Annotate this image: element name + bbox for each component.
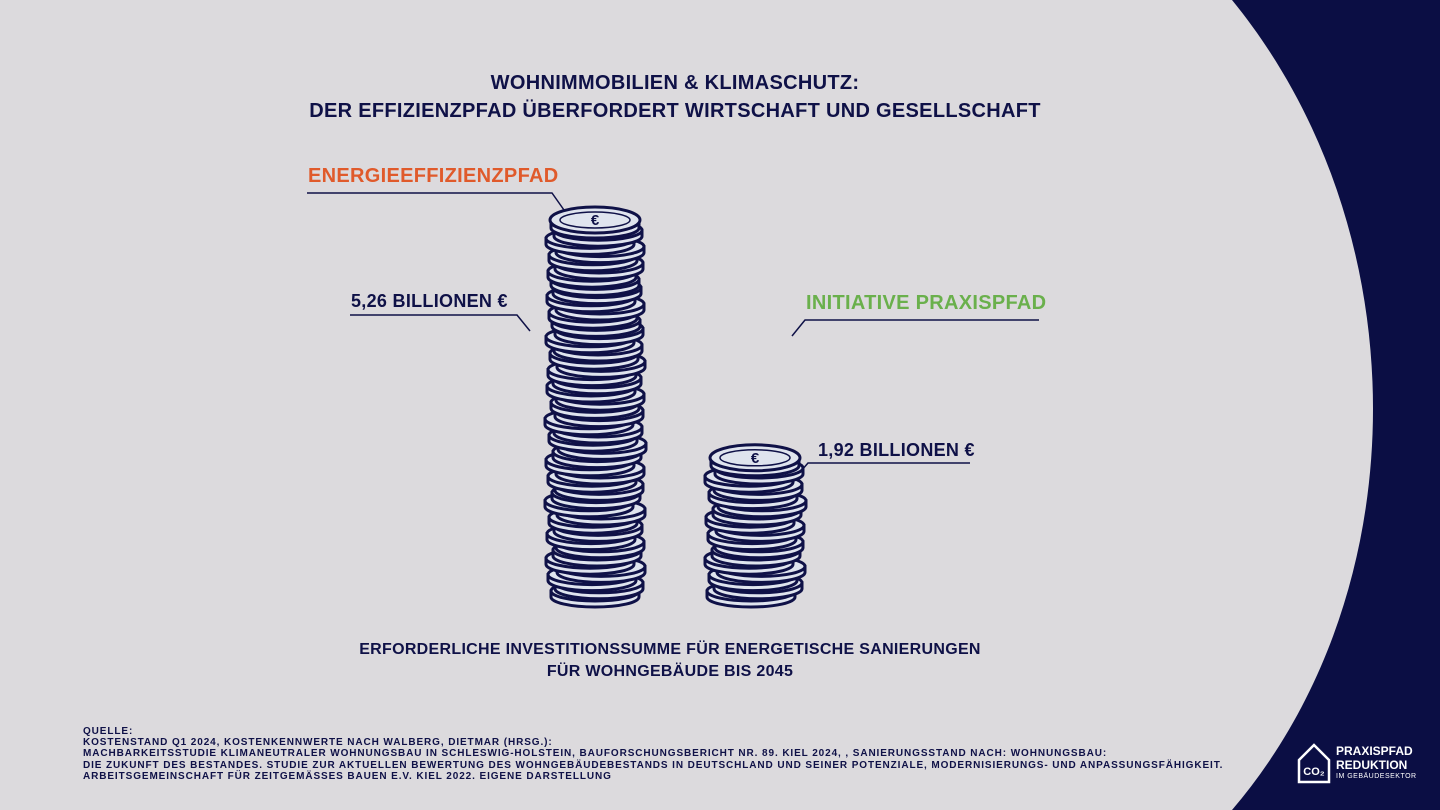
page-subtitle: DER EFFIZIENZPFAD ÜBERFORDERT WIRTSCHAFT UND GESELLSCHAFT xyxy=(309,100,1041,122)
source-note xyxy=(83,726,1223,782)
chart-caption-line-2: FÜR WOHNGEBÄUDE BIS 2045 xyxy=(546,663,794,680)
coin-top xyxy=(710,445,800,471)
euro-icon: € xyxy=(590,212,600,229)
praxispfad-logo xyxy=(1296,738,1426,788)
category-label-praxispfad: INITIATIVE PRAXISPFAD xyxy=(806,292,1047,314)
coin-stack-energieeffizienzpfad xyxy=(545,207,646,607)
coin-top xyxy=(550,207,640,233)
house-icon xyxy=(1296,740,1332,784)
source-line: DIE ZUKUNFT DES BESTANDES. STUDIE ZUR AKTUELLEN BEWERTUNG DES WOHNGEBÄUDEBESTANDS IN DEUTSCHLAND UND SEINER POTENZIALE, MODERNISIERUNGS- UND ANPASSUNGSFÄHIGKEIT. xyxy=(83,759,1224,771)
source-heading: QUELLE: xyxy=(83,726,134,737)
connector-praxispfad xyxy=(792,320,1039,336)
logo-line-3: IM GEBÄUDESEKTOR xyxy=(1336,773,1417,780)
page-title: WOHNIMMOBILIEN & KLIMASCHUTZ: xyxy=(490,72,860,94)
logo-line-1: PRAXISPFAD xyxy=(1336,744,1413,758)
euro-icon: € xyxy=(750,449,760,467)
connector-value-energieeffizienzpfad xyxy=(350,315,530,331)
value-label-energieeffizienzpfad: 5,26 BILLIONEN € xyxy=(351,291,508,311)
connector-value-praxispfad xyxy=(795,463,970,478)
co2-label: CO₂ xyxy=(1303,766,1325,778)
chart-caption-line-1: ERFORDERLICHE INVESTITIONSSUMME FÜR ENERGETISCHE SANIERUNGEN xyxy=(359,641,981,658)
coin-stack-praxispfad xyxy=(705,445,806,607)
category-label-energieeffizienzpfad: ENERGIEEFFIZIENZPFAD xyxy=(308,165,559,187)
source-line: KOSTENSTAND Q1 2024, KOSTENKENNWERTE NACH WALBERG, DIETMAR (HRSG.): xyxy=(83,737,553,749)
logo-line-2: REDUKTION xyxy=(1336,758,1408,772)
connector-energieeffizienzpfad xyxy=(307,193,564,210)
value-label-praxispfad: 1,92 BILLIONEN € xyxy=(818,440,975,460)
source-line: ARBEITSGEMEINSCHAFT FÜR ZEITGEMÄSSES BAUEN E.V. KIEL 2022. EIGENE DARSTELLUNG xyxy=(83,770,612,782)
source-line: MACHBARKEITSSTUDIE KLIMANEUTRALER WOHNUNGSBAU IN SCHLESWIG-HOLSTEIN, BAUFORSCHUNGSBERICHT NR. 89. KIEL 2024, , SANIERUNGSSTAND NACH: WOHNUNGSBAU: xyxy=(83,748,1108,760)
